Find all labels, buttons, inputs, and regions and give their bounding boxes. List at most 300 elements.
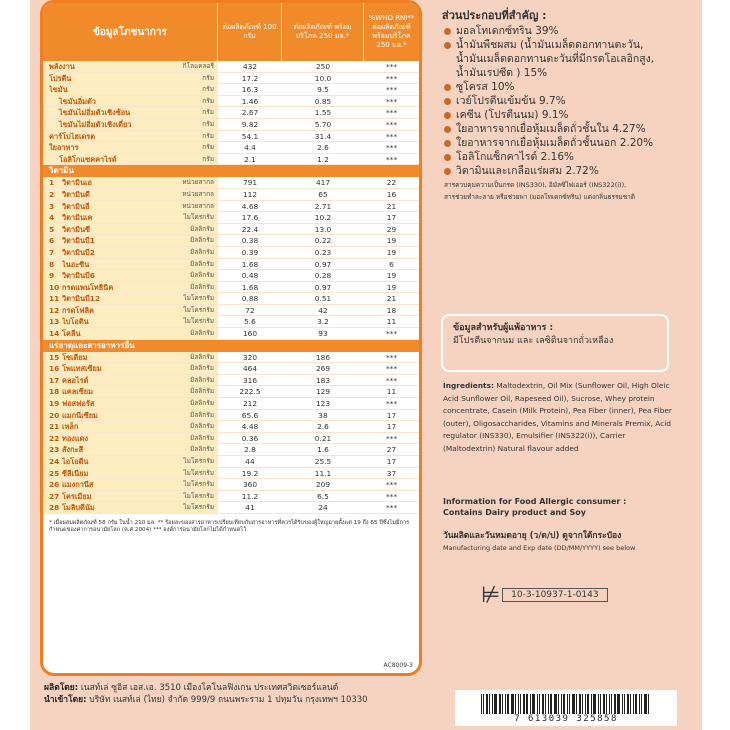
barcode-bar — [593, 694, 596, 714]
bullet-icon — [444, 126, 451, 133]
nutrient-number: 16 — [49, 364, 60, 374]
nutrient-number: 13 — [49, 317, 60, 327]
nutrient-name: ไขมันไม่อิ่มตัวเชิงเดี่ยว — [59, 119, 132, 129]
barcode-bar — [542, 694, 544, 714]
value-who-rni: 19 — [386, 247, 397, 257]
nutrient-unit: มิลลิกรัม — [190, 329, 214, 338]
fda-number: 10-3-10937-1-0143 — [502, 588, 607, 602]
bullet-icon — [444, 42, 451, 49]
allergy-english-line2: Contains Dairy product and Soy — [443, 508, 587, 517]
value-who-rni: *** — [385, 503, 398, 513]
nutrient-number: 26 — [49, 480, 60, 490]
nutrient-number: 7 — [49, 247, 55, 257]
composition-item-cont: น้ำมันเมล็ดดอกทานตะวันที่มีกรดโอเลอิกสูง, — [456, 53, 655, 65]
value-per-serving: 250 — [315, 62, 331, 71]
table-row — [43, 270, 419, 282]
nutrient-name: โซเดียม — [62, 352, 88, 362]
barcode-bar — [569, 694, 570, 714]
table-row — [43, 305, 419, 317]
value-who-rni: *** — [385, 491, 398, 501]
nutrient-name: วิตามินอี — [62, 201, 90, 211]
value-who-rni: 16 — [386, 189, 397, 199]
nutrient-number: 6 — [49, 236, 55, 246]
nutrient-name: แมกนีเซียม — [62, 410, 98, 420]
barcode-bar — [492, 694, 493, 714]
nutrient-cell — [43, 212, 218, 223]
barcode-bar — [563, 694, 565, 714]
nutrient-name: โปรตีน — [49, 73, 72, 83]
nutrient-name: ฟอสฟอรัส — [62, 399, 95, 409]
table-row — [43, 235, 419, 247]
nutrient-number: 11 — [49, 294, 60, 304]
nutrient-name: วิตามินบี1 — [62, 236, 95, 246]
table-footnote: * เมื่อผสมผลิตภัณฑ์ 58 กรัม ในน้ำ 210 มล. ** ร้อยละของสารอาหารเปรียบเทียบกับสารอาหารที่ควรได้รับของผู้ใหญ่อายุตั้งแต่ 19 ถึง 65 ปีซึ่งไม่มีการกำหนดของค่าการอนามัยโลก (ค.ศ.2004) *** องค์การอนามัยโลกไม่ได้กำหนดไว้ — [49, 519, 410, 533]
barcode-bar — [523, 694, 525, 714]
nutrient-number: 14 — [49, 329, 60, 339]
producer-info — [44, 682, 444, 706]
value-per-100g: 0.39 — [241, 247, 259, 257]
value-per-100g: 464 — [242, 364, 258, 374]
nutrient-cell — [43, 444, 218, 455]
value-per-100g: 17.6 — [241, 213, 259, 223]
value-per-serving: 129 — [315, 387, 331, 397]
value-per-serving: 2.6 — [317, 143, 329, 153]
nutrient-unit: มิลลิกรัม — [190, 387, 214, 396]
barcode-bar — [641, 694, 642, 714]
value-per-serving: 38 — [318, 410, 328, 420]
value-per-serving: 3.2 — [317, 317, 329, 327]
barcode-bar — [648, 694, 649, 714]
composition-item-text: ใยอาหารจากเยื่อหุ้มเมล็ดถั่วชั้นใน 4.27% — [456, 123, 646, 135]
nutrient-unit: มิลลิกรัม — [190, 282, 214, 291]
table-row — [43, 119, 419, 131]
nutrient-unit: มิลลิกรัม — [190, 259, 214, 268]
nutrient-cell — [43, 61, 218, 72]
barcode-bar — [617, 694, 620, 714]
manufacturer-label: ผลิตโดย: — [44, 683, 79, 693]
value-who-rni: *** — [385, 399, 398, 409]
composition-item-text: โอลิโกแซ็กคาไรด์ 2.16% — [456, 151, 574, 163]
nutrient-cell — [43, 96, 218, 107]
value-who-rni: 21 — [386, 294, 397, 304]
nutrient-number: 1 — [49, 178, 55, 188]
bullet-icon — [444, 154, 451, 161]
nutrient-name: สังกะสี — [62, 445, 84, 455]
value-who-rni: 17 — [386, 422, 397, 432]
value-per-serving: 2.6 — [317, 422, 329, 432]
value-who-rni: *** — [385, 480, 398, 490]
value-who-rni: 11 — [386, 387, 397, 397]
nutrient-name: โอลิโกแซคคาไรด์ — [59, 154, 117, 164]
composition-item — [444, 108, 698, 122]
nutrient-number: 8 — [49, 259, 55, 269]
nutrient-cell — [43, 479, 218, 490]
value-who-rni: 22 — [386, 178, 397, 188]
nutrient-name: วิตามินเค — [62, 213, 93, 223]
composition-item — [444, 164, 698, 178]
nutrient-name: โครเมียม — [62, 491, 92, 501]
table-row — [43, 316, 419, 328]
table-row — [43, 502, 419, 514]
composition-item-text: ใยอาหารจากเยื่อหุ้มเมล็ดถั่วชั้นนอก 2.20% — [456, 137, 654, 149]
nutrient-unit: กรัม — [202, 131, 214, 140]
table-row — [43, 293, 419, 305]
table-row — [43, 444, 419, 456]
value-who-rni: *** — [385, 73, 398, 83]
value-per-100g: 54.1 — [241, 131, 259, 141]
manufacturing-date-info — [443, 528, 683, 552]
table-row — [43, 479, 419, 491]
nutrient-name: ไขมันไม่อิ่มตัวเชิงซ้อน — [59, 108, 131, 118]
table-row — [43, 421, 419, 433]
nutrient-unit: มิลลิกรัม — [190, 422, 214, 431]
nutrient-number: 18 — [49, 387, 60, 397]
value-per-100g: 44 — [245, 457, 255, 466]
barcode-bar — [598, 694, 599, 714]
barcode-bar — [550, 694, 552, 714]
nutrient-cell — [43, 363, 218, 374]
value-per-100g: 72 — [245, 305, 255, 315]
nutrient-cell — [43, 189, 218, 200]
table-row — [43, 433, 419, 445]
barcode-bar — [630, 694, 631, 714]
nutrient-unit: กิโลแคลอรี — [182, 62, 214, 70]
nutrient-name: แมงกานีส — [62, 480, 94, 490]
nutrient-cell — [43, 491, 218, 502]
barcode-bar — [515, 694, 516, 714]
barcode-bar — [558, 694, 559, 714]
nutrient-name: วิตามินดี — [62, 189, 90, 199]
nutrient-name: แคลเซียม — [62, 387, 93, 397]
importer-label: นำเข้าโดย: — [44, 695, 87, 705]
barcode-bar — [530, 694, 531, 714]
barcode-bar — [603, 694, 605, 714]
nutrient-unit: ไมโครกรัม — [183, 317, 214, 326]
value-who-rni: 19 — [386, 282, 397, 292]
value-per-serving: 10.0 — [314, 73, 332, 83]
composition-item — [444, 150, 698, 164]
value-per-serving: 65 — [318, 189, 328, 199]
barcode-bar — [624, 694, 625, 714]
value-per-serving: 10.2 — [314, 213, 332, 223]
importer-text: บริษัท เนสท์เล่ (ไทย) จำกัด 999/9 ถนนพระราม 1 ปทุมวัน กรุงเทพฯ 10330 — [89, 695, 368, 705]
bullet-icon — [444, 168, 451, 175]
nutrient-number: 12 — [49, 305, 60, 315]
nutrient-cell — [43, 107, 218, 118]
barcode-bar — [537, 694, 538, 714]
nutrient-unit: ไมโครกรัม — [183, 480, 214, 489]
table-row — [43, 363, 419, 375]
composition-item — [444, 122, 698, 136]
barcode-bar — [507, 694, 509, 714]
nutrient-unit: มิลลิกรัม — [190, 271, 214, 280]
barcode-bar — [611, 694, 612, 714]
value-who-rni: *** — [385, 433, 398, 443]
mfg-english: Manufacturing date and Exp date (DD/MM/YYYY) see below — [443, 544, 636, 552]
value-per-100g: 9.82 — [241, 119, 259, 129]
value-per-serving: 183 — [315, 375, 331, 385]
energy-section — [43, 61, 419, 165]
nutrient-cell — [43, 247, 218, 258]
value-who-rni: *** — [385, 96, 398, 106]
nutrient-cell — [43, 293, 218, 304]
nutrient-number: 24 — [49, 457, 60, 466]
barcode-bar — [576, 694, 577, 714]
fda-license — [481, 580, 651, 610]
nutrient-unit: ไมโครกรัม — [183, 491, 214, 500]
value-per-serving: 0.85 — [314, 96, 332, 106]
composition-item — [444, 80, 698, 94]
manufacturer-line — [44, 682, 444, 694]
nutrient-cell — [43, 84, 218, 95]
nutrient-cell — [43, 375, 218, 386]
nutrient-cell — [43, 433, 218, 444]
value-per-100g: 4.4 — [244, 143, 256, 153]
value-per-100g: 41 — [245, 503, 255, 513]
value-per-serving: 0.23 — [314, 247, 332, 257]
composition-item-text: ซูโครส 10% — [456, 81, 515, 93]
composition-item — [444, 24, 698, 38]
value-per-100g: 11.2 — [241, 491, 259, 501]
nutrient-number: 20 — [49, 410, 60, 420]
barcode-bar — [587, 694, 589, 714]
nutrient-cell — [43, 316, 218, 327]
vitamins-section — [43, 177, 419, 339]
value-per-serving: 5.70 — [314, 119, 332, 129]
bullet-icon — [444, 140, 451, 147]
nutrient-name: ไบโอติน — [62, 317, 89, 327]
nutrient-unit: มิลลิกรัม — [190, 352, 214, 361]
barcode-bar — [600, 694, 601, 714]
table-row — [43, 201, 419, 213]
nutrient-name: คลอไรด์ — [62, 375, 89, 385]
nutrient-name: ซีลีเนียม — [62, 468, 89, 478]
nutrient-unit: กรัม — [202, 154, 214, 163]
allergy-english — [443, 496, 675, 518]
value-per-serving: 0.21 — [314, 433, 332, 443]
nutrient-unit: ไมโครกรัม — [183, 457, 214, 465]
nutrient-number: 21 — [49, 422, 60, 432]
nutrient-cell — [43, 73, 218, 84]
bullet-icon — [444, 98, 451, 105]
allergy-thai-title: ข้อมูลสำหรับผู้แพ้อาหาร : — [453, 323, 554, 333]
barcode-bar — [582, 694, 583, 714]
table-row — [43, 189, 419, 201]
value-per-serving: 11.1 — [314, 468, 332, 478]
nutrient-cell — [43, 386, 218, 397]
nutrient-number: 19 — [49, 399, 60, 409]
value-per-serving: 31.4 — [314, 131, 332, 141]
header-per-serving: ต่อผลิตภัณฑ์ พร้อมบริโภค 250 มล.* — [282, 3, 364, 61]
nutrient-name: เหล็ก — [62, 422, 79, 432]
nutrient-number: 9 — [49, 271, 55, 281]
importer-line — [44, 694, 444, 706]
composition-item-text: เวย์โปรตีนเข้มข้น 9.7% — [456, 95, 566, 107]
nutrient-number: 28 — [49, 503, 60, 513]
table-header — [43, 3, 419, 61]
value-per-100g: 4.68 — [241, 201, 259, 211]
value-per-100g: 2.8 — [244, 445, 256, 455]
nutrient-number: 22 — [49, 433, 60, 443]
nutrient-unit: กรัม — [202, 143, 214, 152]
nutrient-unit: มิลลิกรัม — [190, 445, 214, 454]
value-per-100g: 0.36 — [241, 433, 259, 443]
value-who-rni: *** — [385, 352, 398, 362]
value-who-rni: 21 — [386, 201, 397, 211]
nutrient-number: 10 — [49, 282, 60, 292]
table-row — [43, 84, 419, 96]
value-per-100g: 222.5 — [239, 387, 261, 397]
nutrient-name: วิตามินบี2 — [62, 247, 95, 257]
barcode-bar — [539, 694, 540, 714]
nutrient-number: 15 — [49, 352, 60, 362]
barcode-bar — [526, 694, 528, 714]
barcode-bar — [502, 694, 503, 714]
composition-note-2: สารช่วยทำละลาย หรือช่วยพา (มอลโทเดกซ์ทริน) แต่งกลิ่นธรรมชาติ — [444, 193, 636, 201]
nutrient-unit: หน่วยสากล — [182, 201, 214, 210]
value-per-100g: 320 — [242, 352, 258, 362]
composition-item — [444, 136, 698, 150]
value-who-rni: *** — [385, 375, 398, 385]
nutrient-cell — [43, 270, 218, 281]
table-row — [43, 107, 419, 119]
barcode-bar — [548, 694, 549, 714]
nutrient-cell — [43, 142, 218, 153]
nutrient-cell — [43, 259, 218, 270]
value-who-rni: 19 — [386, 236, 397, 246]
value-who-rni: 6 — [389, 259, 394, 269]
nutrient-unit: หน่วยสากล — [182, 178, 214, 187]
table-row — [43, 212, 419, 224]
value-per-serving: 93 — [318, 329, 328, 339]
value-per-serving: 24 — [318, 503, 328, 513]
nutrient-name: วิตามินบี6 — [62, 271, 95, 281]
value-per-100g: 160 — [242, 329, 258, 339]
table-row — [43, 259, 419, 271]
barcode-bar — [644, 694, 647, 714]
header-who-rni: %WHO RNI** ต่อผลิตภัณฑ์ พร้อมบริโภค 250 มล.* — [368, 14, 415, 49]
barcode-bar — [591, 694, 592, 714]
value-per-100g: 2.67 — [241, 108, 259, 118]
nutrient-name: กรดแพนโทธินิค — [62, 282, 114, 292]
value-per-100g: 16.3 — [241, 85, 259, 95]
value-who-rni: 11 — [386, 317, 397, 327]
mfg-thai: วันผลิตและวันหมดอายุ (ว/ด/ป) ดูจากใต้กระป๋อง — [443, 531, 622, 541]
value-who-rni: *** — [385, 143, 398, 153]
header-per-100g: ต่อผลิตภัณฑ์ 100 กรัม — [218, 3, 282, 61]
value-per-100g: 212 — [242, 399, 258, 409]
barcode-bar — [483, 694, 484, 714]
nutrient-cell — [43, 421, 218, 432]
barcode-bar — [614, 694, 616, 714]
value-per-100g: 432 — [242, 62, 258, 71]
allergy-thai-text: มีโปรตีนจากนม และ เลซิตินจากถั่วเหลือง — [453, 336, 614, 346]
nutrient-name: โพแทสเซียม — [62, 364, 102, 374]
nutrient-cell — [43, 456, 218, 467]
nutrient-name: วิตามินเอ — [62, 178, 92, 188]
composition-title: ส่วนประกอบที่สำคัญ : — [442, 9, 547, 22]
nutrient-cell — [43, 119, 218, 130]
nutrient-name: พลังงาน — [49, 62, 75, 71]
barcode-bar — [606, 694, 607, 714]
value-who-rni: *** — [385, 131, 398, 141]
table-row — [43, 282, 419, 294]
value-who-rni: 17 — [386, 410, 397, 420]
bullet-icon — [444, 84, 451, 91]
value-who-rni: 37 — [386, 468, 397, 478]
nutrient-cell — [43, 154, 218, 165]
nutrient-unit: มิลลิกรัม — [190, 433, 214, 442]
nutrition-table — [40, 0, 422, 676]
table-row — [43, 468, 419, 480]
header-nutrition: ข้อมูลโภชนาการ — [43, 3, 218, 61]
barcode-bar — [518, 694, 519, 714]
barcode-bar — [545, 694, 546, 714]
value-per-serving: 1.2 — [317, 154, 329, 164]
nutrient-unit: กรัม — [202, 108, 214, 117]
nutrient-unit: ไมโครกรัม — [183, 294, 214, 303]
nutrient-name: ไขมันอิ่มตัว — [59, 96, 96, 106]
barcode-bar — [511, 694, 514, 714]
value-per-serving: 42 — [318, 305, 328, 315]
value-per-100g: 1.68 — [241, 282, 259, 292]
nutrient-unit: มิลลิกรัม — [190, 224, 214, 233]
value-per-100g: 1.68 — [241, 259, 259, 269]
fda-logo-icon: ⊭ — [481, 582, 501, 608]
table-code: AC8009-3 — [383, 662, 413, 669]
vitamins-heading: วิตามิน — [43, 165, 419, 177]
nutrient-number: 4 — [49, 213, 55, 223]
table-row — [43, 154, 419, 166]
nutrient-unit: หน่วยสากล — [182, 189, 214, 198]
value-per-serving: 0.22 — [314, 236, 332, 246]
table-row — [43, 142, 419, 154]
bullet-icon — [444, 112, 451, 119]
value-per-100g: 0.38 — [241, 236, 259, 246]
table-row — [43, 131, 419, 143]
nutrient-number: 25 — [49, 468, 60, 478]
barcode-bar — [489, 694, 490, 714]
nutrient-number: 3 — [49, 201, 55, 211]
nutrient-name: ไอโอดีน — [62, 457, 89, 466]
barcode-bar — [486, 694, 488, 714]
value-who-rni: *** — [385, 329, 398, 339]
manufacturer-text: เนสท์เล่ ซูอิส เอส.เอ. 3510 เมืองโคโนลฟิงเกน ประเทศสวิตเซอร์แลนด์ — [80, 683, 339, 693]
nutrient-cell — [43, 468, 218, 479]
nutrient-cell — [43, 410, 218, 421]
value-who-rni: 17 — [386, 213, 397, 223]
nutrient-cell — [43, 502, 218, 513]
value-per-serving: 6.5 — [317, 491, 329, 501]
nutrient-unit: มิลลิกรัม — [190, 236, 214, 245]
minerals-heading: แร่ธาตุและสารอาหารอื่น — [43, 340, 419, 352]
table-row — [43, 375, 419, 387]
barcode-bar — [561, 694, 562, 714]
barcode-bar — [585, 694, 586, 714]
value-who-rni: *** — [385, 154, 398, 164]
nutrient-number: 23 — [49, 445, 60, 455]
ingredients-text: Maltodextrin, Oil Mix (Sunflower Oil, High Oleic Acid Sunflower Oil, Rapeseed Oil), Sucrose, Whey protein concentrate, Casein (Milk Protein), Pea Fiber (inner), Pea Fiber (outer), Oligosaccharides, Vitamins and Minerals Premix, Acid regulator (INS330), Emulsifier (INS322(i)), Carrier (Maltodextrin) Natural flavour added — [443, 381, 672, 453]
value-who-rni: *** — [385, 85, 398, 95]
composition-item — [444, 94, 698, 108]
nutrient-cell — [43, 235, 218, 246]
barcode-bar — [622, 694, 623, 714]
table-row — [43, 386, 419, 398]
value-per-serving: 1.6 — [317, 445, 329, 455]
nutrient-name: ใยอาหาร — [49, 143, 79, 153]
value-per-100g: 22.4 — [241, 224, 259, 234]
nutrient-unit: มิลลิกรัม — [190, 410, 214, 419]
